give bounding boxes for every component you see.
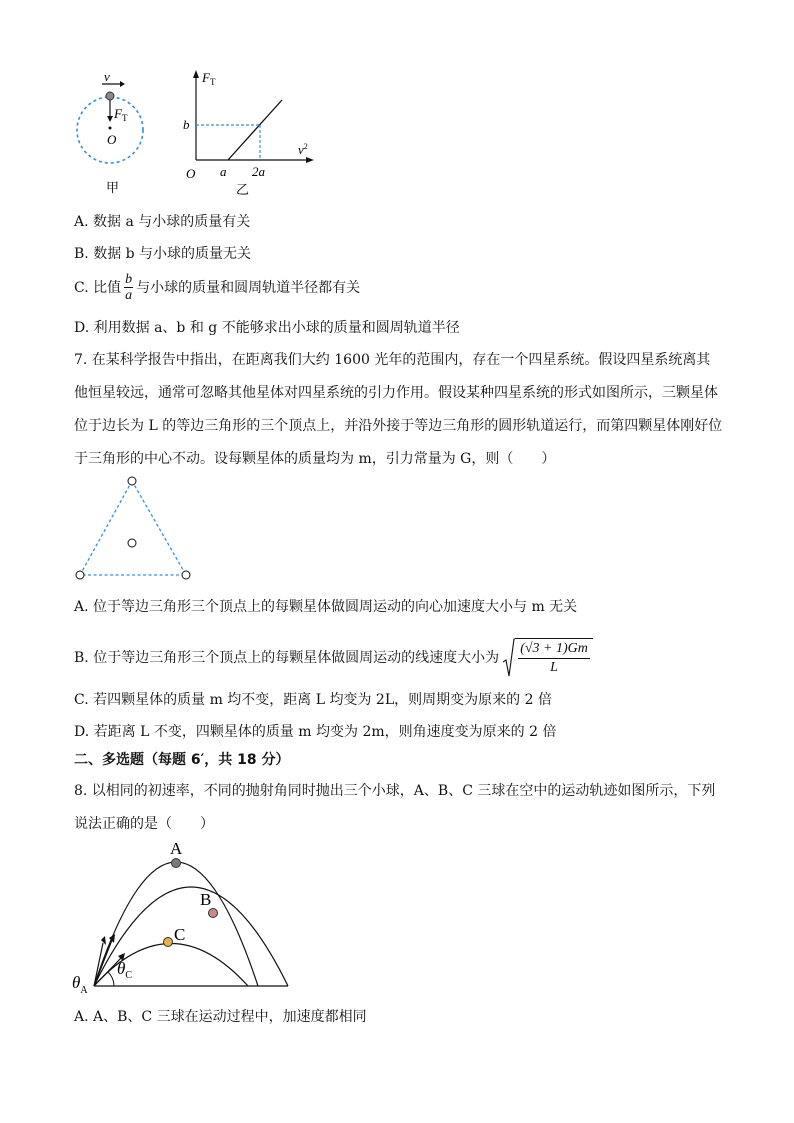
figure-projectiles — [66, 836, 296, 996]
label-ft: $F_T$ — [114, 106, 128, 123]
fraction-denominator: a — [125, 288, 133, 303]
label-ball-a: A — [170, 839, 183, 858]
label-theta-a: $\theta_A$ — [72, 973, 88, 996]
center-point — [109, 127, 112, 130]
tension-arrowhead — [107, 116, 113, 122]
q6-option-c — [74, 272, 360, 303]
q6-option-b: B. 数据 b 与小球的质量无关 — [74, 246, 252, 262]
q7-option-b-text: B. 位于等边三角形三个顶点上的每颗星体做圆周运动的线速度大小为 — [74, 650, 500, 666]
q7-stem: 7. 在某科学报告中指出，在距离我们大约 1600 光年的范围内，存在一个四星系统。假设四星系统离其他恒星较远，通常可忽略其他星体对四星系统的引力作用。假设某种四星系统的形式如图所示，三颗星体位于边长为 L 的等边三角形的三个顶点上，并沿外接于等边三角形的圆形轨道运行，而第四颗星体刚好位于三角形的中心不动。设每颗星体的质量均为 m，引力常量为 G，则（ ） — [74, 352, 723, 467]
star-right — [182, 571, 190, 579]
q6-option-a: A. 数据 a 与小球的质量有关 — [74, 214, 251, 230]
ball-b — [209, 909, 218, 918]
sqrt-denominator: L — [550, 660, 558, 675]
graph-line — [228, 100, 282, 160]
star-top — [128, 477, 136, 485]
label-o: O — [107, 132, 117, 147]
velocity-arrowhead — [120, 81, 125, 87]
tick-a: a — [220, 164, 227, 179]
q6-option-c-prefix: C. 比值 — [74, 279, 122, 296]
tick-b: b — [183, 117, 190, 132]
fraction-numerator: b — [125, 272, 133, 287]
dashed-triangle — [80, 481, 186, 575]
ball — [106, 92, 114, 100]
caption-yi: 乙 — [236, 182, 250, 197]
y-axis-arrowhead — [193, 70, 199, 78]
q8-option-a: A. A、B、C 三球在运动过程中，加速度都相同 — [74, 1009, 367, 1025]
star-center — [128, 539, 136, 547]
label-theta-c: $\theta_C$ — [117, 959, 133, 981]
section-heading-multiple-choice: 二、多选题（每题 6′，共 18 分） — [74, 752, 290, 768]
q7-option-b — [74, 638, 593, 678]
figure-triangle — [70, 472, 200, 584]
velocity-arrow-b — [94, 940, 112, 986]
caption-jia: 甲 — [106, 180, 120, 195]
angle-arc-c — [108, 972, 114, 986]
velocity-arrowhead-a — [101, 936, 106, 945]
q6-option-d: D. 利用数据 a、b 和 g 不能够求出小球的质量和圆周轨道半径 — [74, 320, 460, 336]
label-ball-b: B — [200, 890, 212, 909]
figure-jia — [70, 70, 160, 200]
ball-a — [172, 859, 181, 868]
fraction-b-over-a — [124, 272, 133, 303]
q8-stem: 8. 以相同的初速率，不同的抛射角同时抛出三个小球，A、B、C 三球在空中的运动轨迹如图所示，下列说法正确的是（ ） — [74, 783, 716, 832]
ball-c — [164, 938, 173, 947]
q7-option-a: A. 位于等边三角形三个顶点上的每颗星体做圆周运动的向心加速度大小与 m 无关 — [74, 599, 578, 615]
sqrt-sign — [503, 638, 515, 678]
axis-label-ft: $F_T$ — [202, 70, 216, 87]
sqrt-expression — [503, 638, 593, 678]
x-axis-arrowhead — [306, 157, 314, 163]
label-ball-c: C — [174, 925, 186, 944]
label-v: v — [104, 70, 110, 84]
star-left — [76, 571, 84, 579]
sqrt-fraction — [515, 638, 593, 678]
tick-2a: 2a — [252, 164, 265, 179]
q7-option-c: C. 若四颗星体的质量 m 均不变，距离 L 均变为 2L，则周期变为原来的 2 倍 — [74, 692, 552, 708]
q7-option-d: D. 若距离 L 不变，四颗星体的质量 m 均变为 2m，则角速度变为原来的 2 倍 — [74, 724, 557, 740]
origin-o: O — [186, 166, 196, 181]
q6-option-c-suffix: 与小球的质量和圆周轨道半径都有关 — [136, 279, 361, 296]
figure-yi — [180, 66, 320, 200]
axis-label-v2: $v^2$ — [298, 142, 308, 157]
sqrt-numerator: (√3 + 1)Gm — [518, 639, 590, 659]
